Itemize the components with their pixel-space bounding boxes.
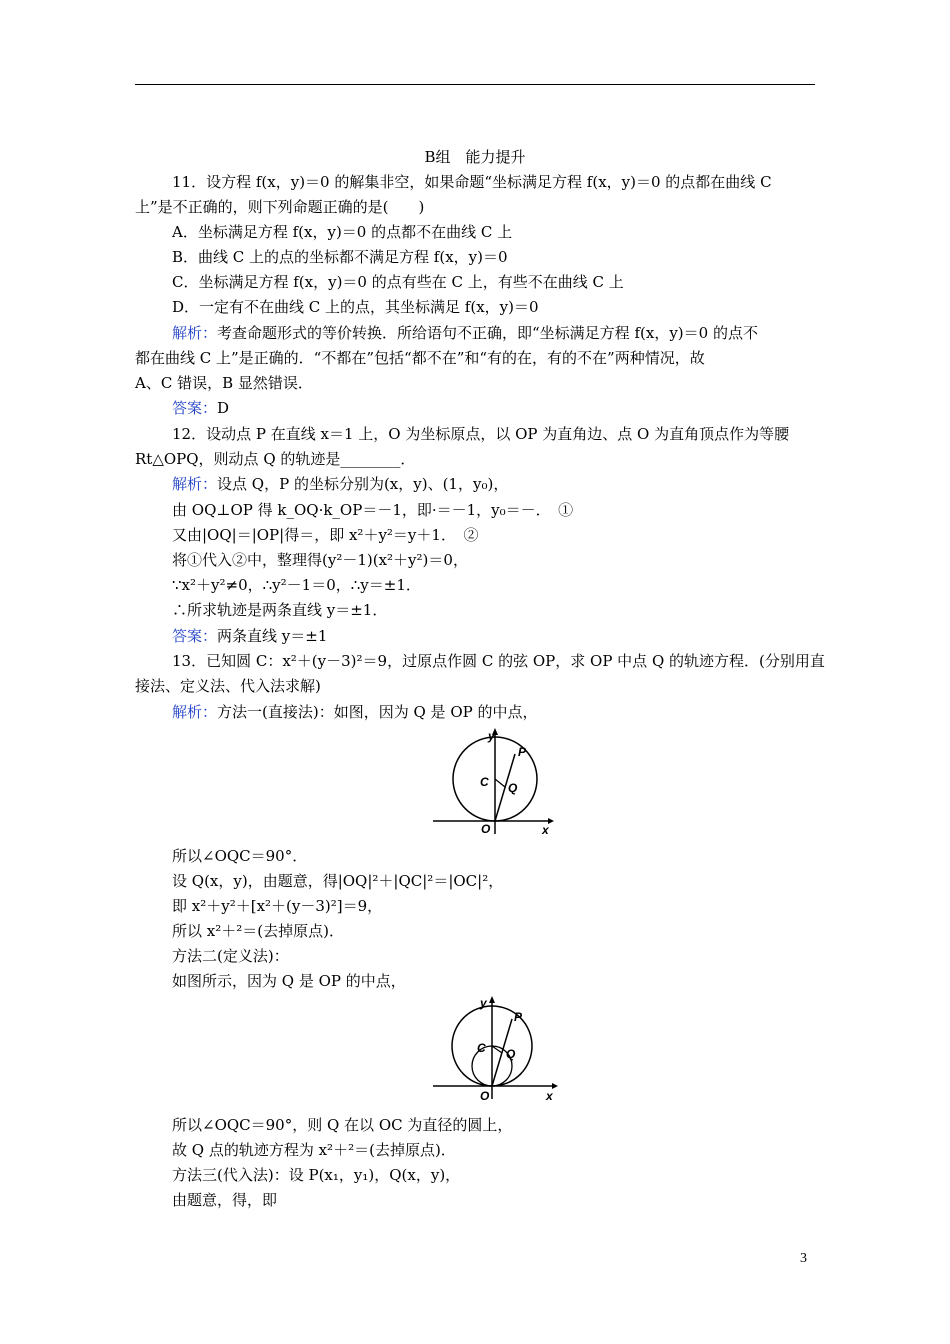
fig2-label-c: C: [477, 1041, 486, 1055]
q11-analysis-1: [172, 323, 758, 343]
q13-line-1: 13．已知圆 C：x²＋(y－3)²＝9，过原点作圆 C 的弦 OP，求 OP 中点 Q 的轨迹方程．(分别用直: [172, 652, 825, 670]
q13-analysis-1: [172, 702, 537, 722]
q13-method-2-text: 如图所示，因为 Q 是 OP 的中点，: [172, 972, 406, 990]
q12-analysis-1: [172, 474, 508, 494]
answer-label: 答案：: [172, 627, 218, 645]
fig2-label-o: O: [480, 1089, 490, 1103]
q12-analysis-text: 设点 Q，P 的坐标分别为(x，y)、(1，y₀)，: [217, 475, 509, 493]
analysis-label: 解析：: [172, 324, 218, 342]
fig1-label-x: x: [542, 823, 549, 837]
analysis-label: 解析：: [172, 703, 218, 721]
q13-analysis-text: 方法一(直接法)：如图，因为 Q 是 OP 的中点，: [217, 703, 538, 721]
q11-analysis-2: 都在曲线 C 上”是正确的．“不都在”包括“都不在”和“有的在，有的不在”两种情况，故: [135, 349, 705, 367]
q12-answer-text: 两条直线 y＝±1: [217, 627, 328, 645]
fig1-label-c: C: [480, 775, 489, 789]
fig2-label-x: x: [546, 1089, 553, 1103]
q12-analysis-5: ∵x²＋y²≠0，∴y²－1＝0，∴y＝±1．: [172, 576, 421, 594]
q13-line-result-1: 所以 x²＋²＝(去掉原点)．: [172, 922, 344, 940]
fig2-label-y: y: [480, 996, 487, 1010]
fig1-label-p: P: [518, 745, 527, 759]
q13-method-3-text: 由题意，得，即: [172, 1191, 278, 1209]
q11-answer-text: D: [217, 399, 230, 417]
fig1-label-q: Q: [508, 781, 518, 795]
q11-analysis-3: A、C 错误，B 显然错误．: [135, 374, 313, 392]
analysis-label: 解析：: [172, 475, 218, 493]
page-number: 3: [800, 1251, 807, 1266]
header-rule: [135, 84, 815, 85]
section-title: B组 能力提升: [424, 148, 526, 166]
q12-analysis-6: ∴所求轨迹是两条直线 y＝±1．: [172, 601, 388, 619]
q12-analysis-3: 又由|OQ|＝|OP|得＝，即 x²＋y²＝y＋1． ②: [172, 526, 479, 544]
q13-line-angle: 所以∠OQC＝90°．: [172, 847, 308, 865]
q13-method-2-result: 故 Q 点的轨迹方程为 x²＋²＝(去掉原点)．: [172, 1141, 456, 1159]
q12-line-2: Rt△OPQ，则动点 Q 的轨迹是________．: [135, 450, 416, 468]
q13-line-2: 接法、定义法、代入法求解): [135, 677, 321, 695]
q12-line-1: 12．设动点 P 在直线 x＝1 上，O 为坐标原点，以 OP 为直角边、点 O 为直角顶点作为等腰: [172, 425, 790, 443]
q13-line-eq: 即 x²＋y²＋[x²＋(y－3)²]＝9，: [172, 897, 383, 915]
q11-answer: [172, 398, 229, 418]
q13-method-2: 方法二(定义法)：: [172, 947, 289, 965]
q13-line-set: 设 Q(x，y)，由题意，得|OQ|²＋|QC|²＝|OC|²，: [172, 872, 504, 890]
q11-analysis-text: 考查命题形式的等价转换．所给语句不正确，即“坐标满足方程 f(x，y)＝0 的点不: [217, 324, 758, 342]
q11-line-2: 上”是不正确的，则下列命题正确的是( ): [135, 198, 425, 216]
figure-1: [430, 726, 555, 838]
q12-analysis-4: 将①代入②中，整理得(y²－1)(x²＋y²)＝0，: [172, 551, 468, 569]
q11-line-1: 11．设方程 f(x，y)＝0 的解集非空，如果命题“坐标满足方程 f(x，y)＝0 的点都在曲线 C: [172, 173, 772, 191]
q12-analysis-2: 由 OQ⊥OP 得 k_OQ·k_OP＝－1，即·＝－1，y₀＝－． ①: [172, 501, 574, 519]
q13-method-3: 方法三(代入法)：设 P(x₁，y₁)，Q(x，y)，: [172, 1166, 461, 1184]
fig2-label-q: Q: [506, 1047, 516, 1061]
fig1-label-y: y: [488, 729, 495, 743]
q11-option-d: D．一定有不在曲线 C 上的点，其坐标满足 f(x，y)＝0: [172, 298, 539, 316]
figure-2: [430, 994, 560, 1106]
q13-method-2-angle: 所以∠OQC＝90°，则 Q 在以 OC 为直径的圆上，: [172, 1116, 513, 1134]
q12-answer: [172, 626, 327, 646]
q11-option-b: B．曲线 C 上的点的坐标都不满足方程 f(x，y)＝0: [172, 248, 508, 266]
answer-label: 答案：: [172, 399, 218, 417]
fig2-label-p: P: [514, 1010, 523, 1024]
q11-option-a: A．坐标满足方程 f(x，y)＝0 的点都不在曲线 C 上: [172, 223, 513, 241]
q11-option-c: C．坐标满足方程 f(x，y)＝0 的点有些在 C 上，有些不在曲线 C 上: [172, 273, 624, 291]
fig1-label-o: O: [481, 822, 491, 836]
